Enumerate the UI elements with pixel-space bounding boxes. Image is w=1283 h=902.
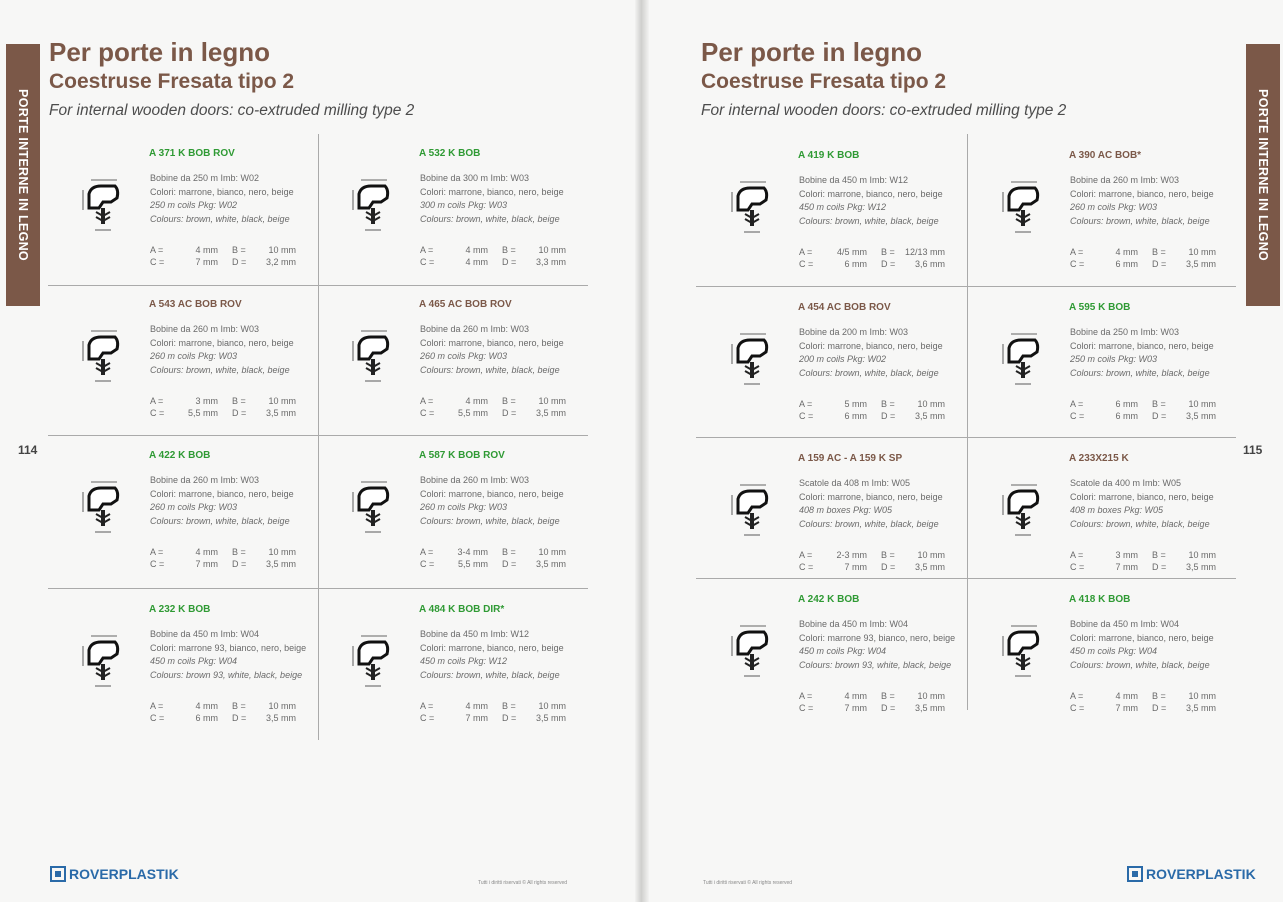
dim-d-label: D = bbox=[1152, 259, 1167, 269]
dim-a-value: 4/5 mm bbox=[836, 247, 867, 257]
packaging-en: 250 m coils Pkg: W02 bbox=[150, 200, 238, 210]
dim-b-value: 10 mm bbox=[1188, 247, 1216, 257]
dim-d-value: 3,5 mm bbox=[265, 408, 296, 418]
colors-it: Colori: marrone, bianco, nero, beige bbox=[1070, 188, 1214, 199]
dim-a-value: 4 mm bbox=[195, 547, 218, 557]
dim-b-value: 10 mm bbox=[268, 701, 296, 711]
dim-d-label: D = bbox=[1152, 562, 1167, 572]
dim-c-label: C = bbox=[150, 408, 165, 418]
product-info bbox=[420, 323, 564, 377]
dim-b-label: B = bbox=[881, 691, 895, 701]
colors-it: Colori: marrone, bianco, nero, beige bbox=[1070, 632, 1214, 643]
dim-c-value: 5,5 mm bbox=[187, 408, 218, 418]
dim-b-value: 10 mm bbox=[917, 691, 945, 701]
profile-drawing-icon bbox=[69, 474, 139, 544]
dim-a-value: 3 mm bbox=[1115, 550, 1138, 560]
section-tab-label: PORTE INTERNE IN LEGNO bbox=[16, 89, 30, 261]
dim-b-label: B = bbox=[881, 550, 895, 560]
dim-d-label: D = bbox=[502, 408, 517, 418]
colors-en: Colours: brown, white, black, beige bbox=[150, 213, 290, 224]
product-code: A 543 AC BOB ROV bbox=[149, 299, 242, 310]
dim-a-label: A = bbox=[1070, 399, 1084, 409]
dim-d-label: D = bbox=[232, 257, 247, 267]
profile-drawing-icon bbox=[718, 477, 788, 547]
dimensions bbox=[420, 700, 566, 724]
dim-a-label: A = bbox=[799, 399, 813, 409]
product-info bbox=[1070, 174, 1214, 228]
dim-c-value: 7 mm bbox=[195, 257, 218, 267]
dim-c-value: 6 mm bbox=[1115, 259, 1138, 269]
packaging-it: Bobine da 260 m Imb: W03 bbox=[420, 475, 530, 485]
packaging-en: 260 m coils Pkg: W03 bbox=[150, 502, 238, 512]
dimensions bbox=[150, 546, 296, 570]
dim-a-label: A = bbox=[420, 701, 434, 711]
packaging-it: Scatole da 400 m Imb: W05 bbox=[1070, 478, 1182, 488]
profile-drawing-icon bbox=[718, 618, 788, 688]
book-spine bbox=[635, 0, 649, 902]
roverplastik-logo bbox=[50, 866, 179, 882]
product-code: A 532 K BOB bbox=[419, 148, 481, 159]
dim-a-label: A = bbox=[420, 245, 434, 255]
dimensions bbox=[1070, 246, 1216, 270]
dim-b-value: 10 mm bbox=[917, 399, 945, 409]
dim-c-value: 5,5 mm bbox=[457, 408, 488, 418]
product-info bbox=[799, 326, 943, 380]
dim-b-label: B = bbox=[502, 245, 516, 255]
dim-a-label: A = bbox=[799, 691, 813, 701]
dim-a-value: 4 mm bbox=[195, 701, 218, 711]
packaging-it: Bobine da 450 m Imb: W04 bbox=[150, 629, 260, 639]
dim-c-label: C = bbox=[420, 257, 435, 267]
dim-b-value: 12/13 mm bbox=[905, 247, 946, 257]
colors-en: Colours: brown 93, white, black, beige bbox=[150, 669, 303, 680]
product-info bbox=[150, 172, 294, 226]
profile-drawing-icon bbox=[339, 172, 409, 242]
profile-drawing-icon bbox=[339, 628, 409, 698]
dimensions bbox=[799, 246, 945, 270]
dim-d-label: D = bbox=[1152, 411, 1167, 421]
dim-b-value: 10 mm bbox=[538, 547, 566, 557]
packaging-en: 408 m boxes Pkg: W05 bbox=[1070, 505, 1164, 515]
dim-b-label: B = bbox=[1152, 247, 1166, 257]
dim-d-value: 3,5 mm bbox=[535, 559, 566, 569]
dim-d-value: 3,5 mm bbox=[1185, 259, 1216, 269]
dim-c-label: C = bbox=[1070, 562, 1085, 572]
colors-it: Colori: marrone, bianco, nero, beige bbox=[799, 491, 943, 502]
profile-drawing-icon bbox=[989, 174, 1059, 244]
colors-en: Colours: brown 93, white, black, beige bbox=[799, 659, 952, 670]
packaging-en: 450 m coils Pkg: W12 bbox=[420, 656, 508, 666]
dim-c-label: C = bbox=[799, 411, 814, 421]
packaging-it: Bobine da 450 m Imb: W12 bbox=[799, 175, 909, 185]
logo-icon bbox=[50, 866, 66, 882]
dim-d-value: 3,6 mm bbox=[914, 259, 945, 269]
dimensions bbox=[1070, 549, 1216, 573]
page-title-block bbox=[49, 38, 414, 120]
product-info bbox=[799, 477, 943, 531]
product-info bbox=[799, 174, 943, 228]
dim-d-label: D = bbox=[232, 408, 247, 418]
dim-a-label: A = bbox=[420, 396, 434, 406]
dim-d-label: D = bbox=[1152, 703, 1167, 713]
product-card bbox=[319, 285, 589, 435]
product-card bbox=[49, 134, 319, 284]
dim-d-value: 3,5 mm bbox=[535, 713, 566, 723]
page-subtitle: Coestruse Fresata tipo 2 bbox=[701, 69, 947, 93]
colors-it: Colori: marrone, bianco, nero, beige bbox=[420, 488, 564, 499]
dim-d-label: D = bbox=[881, 703, 896, 713]
copyright-note: Tutti i diritti riservati © All rights reserved bbox=[703, 880, 793, 886]
product-card bbox=[319, 590, 589, 740]
dim-d-value: 3,5 mm bbox=[265, 559, 296, 569]
dim-d-label: D = bbox=[881, 259, 896, 269]
product-code: A 242 K BOB bbox=[798, 594, 860, 605]
dimensions bbox=[799, 549, 945, 573]
packaging-it: Bobine da 200 m Imb: W03 bbox=[799, 327, 909, 337]
profile-drawing-icon bbox=[989, 326, 1059, 396]
packaging-it: Bobine da 260 m Imb: W03 bbox=[420, 324, 530, 334]
dim-b-label: B = bbox=[1152, 691, 1166, 701]
packaging-it: Bobine da 260 m Imb: W03 bbox=[1070, 175, 1180, 185]
dim-a-value: 4 mm bbox=[465, 245, 488, 255]
dim-a-label: A = bbox=[150, 396, 164, 406]
packaging-en: 408 m boxes Pkg: W05 bbox=[799, 505, 893, 515]
dim-d-label: D = bbox=[232, 713, 247, 723]
profile-drawing-icon bbox=[989, 618, 1059, 688]
dim-a-label: A = bbox=[420, 547, 434, 557]
product-code: A 371 K BOB ROV bbox=[149, 148, 235, 159]
page-subtitle: Coestruse Fresata tipo 2 bbox=[49, 69, 295, 93]
page-title-block bbox=[701, 38, 1066, 120]
product-card bbox=[319, 134, 589, 284]
dim-b-label: B = bbox=[881, 247, 895, 257]
dim-a-label: A = bbox=[799, 247, 813, 257]
product-info bbox=[1070, 477, 1214, 531]
product-card bbox=[698, 439, 968, 589]
product-card bbox=[969, 580, 1239, 730]
colors-it: Colori: marrone, bianco, nero, beige bbox=[799, 340, 943, 351]
page-subtitle-en: For internal wooden doors: co-extruded milling type 2 bbox=[49, 102, 415, 120]
dim-b-label: B = bbox=[1152, 399, 1166, 409]
dim-b-label: B = bbox=[881, 399, 895, 409]
grid-divider bbox=[696, 286, 1236, 287]
dimensions bbox=[150, 700, 296, 724]
dim-a-label: A = bbox=[150, 547, 164, 557]
packaging-it: Bobine da 300 m Imb: W03 bbox=[420, 173, 530, 183]
packaging-en: 450 m coils Pkg: W04 bbox=[799, 646, 887, 656]
dim-c-label: C = bbox=[1070, 259, 1085, 269]
colors-en: Colours: brown, white, black, beige bbox=[150, 364, 290, 375]
dim-d-label: D = bbox=[232, 559, 247, 569]
dim-b-value: 10 mm bbox=[538, 396, 566, 406]
product-code: A 587 K BOB ROV bbox=[419, 450, 505, 461]
product-code: A 232 K BOB bbox=[149, 604, 211, 615]
right-page bbox=[643, 0, 1283, 902]
dim-c-label: C = bbox=[799, 562, 814, 572]
dim-c-label: C = bbox=[420, 713, 435, 723]
packaging-it: Bobine da 250 m Imb: W03 bbox=[1070, 327, 1180, 337]
dim-a-value: 3 mm bbox=[195, 396, 218, 406]
dim-d-label: D = bbox=[881, 562, 896, 572]
profile-drawing-icon bbox=[69, 172, 139, 242]
product-code: A 419 K BOB bbox=[798, 150, 860, 161]
colors-en: Colours: brown, white, black, beige bbox=[150, 515, 290, 526]
dim-c-label: C = bbox=[1070, 703, 1085, 713]
product-code: A 484 K BOB DIR* bbox=[419, 604, 505, 615]
packaging-en: 260 m coils Pkg: W03 bbox=[150, 351, 238, 361]
colors-it: Colori: marrone 93, bianco, nero, beige bbox=[799, 632, 956, 643]
dim-b-value: 10 mm bbox=[1188, 691, 1216, 701]
dim-a-label: A = bbox=[799, 550, 813, 560]
dim-a-value: 3-4 mm bbox=[457, 547, 488, 557]
dim-b-label: B = bbox=[232, 547, 246, 557]
dim-c-value: 7 mm bbox=[844, 703, 867, 713]
dimensions bbox=[799, 398, 945, 422]
dim-b-value: 10 mm bbox=[917, 550, 945, 560]
packaging-it: Bobine da 450 m Imb: W04 bbox=[799, 619, 909, 629]
dim-a-value: 4 mm bbox=[465, 396, 488, 406]
dim-c-value: 7 mm bbox=[1115, 703, 1138, 713]
colors-it: Colori: marrone, bianco, nero, beige bbox=[150, 186, 294, 197]
dim-b-value: 10 mm bbox=[268, 547, 296, 557]
page-title: Per porte in legno bbox=[701, 37, 923, 67]
product-card bbox=[698, 136, 968, 286]
product-card bbox=[49, 285, 319, 435]
colors-en: Colours: brown, white, black, beige bbox=[420, 213, 560, 224]
packaging-it: Bobine da 260 m Imb: W03 bbox=[150, 324, 260, 334]
product-code: A 233X215 K bbox=[1069, 453, 1129, 464]
dim-c-value: 5,5 mm bbox=[457, 559, 488, 569]
dimensions bbox=[1070, 690, 1216, 714]
packaging-en: 200 m coils Pkg: W02 bbox=[799, 354, 887, 364]
colors-en: Colours: brown, white, black, beige bbox=[1070, 367, 1210, 378]
dim-b-label: B = bbox=[232, 245, 246, 255]
page-number: 114 bbox=[18, 443, 38, 457]
packaging-en: 450 m coils Pkg: W04 bbox=[150, 656, 238, 666]
dim-a-label: A = bbox=[150, 701, 164, 711]
colors-en: Colours: brown, white, black, beige bbox=[420, 669, 560, 680]
colors-en: Colours: brown, white, black, beige bbox=[799, 215, 939, 226]
colors-en: Colours: brown, white, black, beige bbox=[1070, 518, 1210, 529]
dim-d-value: 3,5 mm bbox=[535, 408, 566, 418]
colors-it: Colori: marrone, bianco, nero, beige bbox=[150, 488, 294, 499]
dim-b-label: B = bbox=[502, 547, 516, 557]
dim-c-value: 6 mm bbox=[1115, 411, 1138, 421]
dim-d-label: D = bbox=[502, 713, 517, 723]
packaging-it: Scatole da 408 m Imb: W05 bbox=[799, 478, 911, 488]
logo-icon bbox=[1127, 866, 1143, 882]
dim-c-label: C = bbox=[150, 713, 165, 723]
packaging-it: Bobine da 250 m Imb: W02 bbox=[150, 173, 260, 183]
colors-it: Colori: marrone, bianco, nero, beige bbox=[799, 188, 943, 199]
profile-drawing-icon bbox=[69, 323, 139, 393]
dim-b-label: B = bbox=[502, 701, 516, 711]
dim-d-label: D = bbox=[502, 257, 517, 267]
profile-drawing-icon bbox=[718, 326, 788, 396]
dim-d-value: 3,5 mm bbox=[914, 562, 945, 572]
packaging-en: 300 m coils Pkg: W03 bbox=[420, 200, 508, 210]
dim-d-value: 3,5 mm bbox=[914, 703, 945, 713]
dim-a-label: A = bbox=[1070, 691, 1084, 701]
colors-it: Colori: marrone, bianco, nero, beige bbox=[420, 642, 564, 653]
dim-b-value: 10 mm bbox=[538, 701, 566, 711]
profile-drawing-icon bbox=[69, 628, 139, 698]
dim-c-value: 6 mm bbox=[844, 259, 867, 269]
page-title: Per porte in legno bbox=[49, 37, 271, 67]
colors-en: Colours: brown, white, black, beige bbox=[420, 364, 560, 375]
profile-drawing-icon bbox=[989, 477, 1059, 547]
colors-it: Colori: marrone 93, bianco, nero, beige bbox=[150, 642, 307, 653]
dim-c-value: 7 mm bbox=[465, 713, 488, 723]
colors-en: Colours: brown, white, black, beige bbox=[799, 367, 939, 378]
dim-c-value: 6 mm bbox=[844, 411, 867, 421]
dimensions bbox=[150, 395, 296, 419]
packaging-it: Bobine da 260 m Imb: W03 bbox=[150, 475, 260, 485]
product-card bbox=[969, 288, 1239, 438]
dim-b-label: B = bbox=[502, 396, 516, 406]
product-card bbox=[698, 580, 968, 730]
product-card bbox=[698, 288, 968, 438]
grid-divider bbox=[48, 588, 588, 589]
dim-d-value: 3,5 mm bbox=[265, 713, 296, 723]
product-info bbox=[1070, 618, 1214, 672]
product-info bbox=[799, 618, 955, 672]
product-info bbox=[420, 172, 564, 226]
dim-a-value: 4 mm bbox=[1115, 691, 1138, 701]
dim-c-label: C = bbox=[1070, 411, 1085, 421]
colors-en: Colours: brown, white, black, beige bbox=[799, 518, 939, 529]
dim-d-value: 3,2 mm bbox=[265, 257, 296, 267]
profile-drawing-icon bbox=[339, 323, 409, 393]
product-info bbox=[150, 474, 294, 528]
colors-en: Colours: brown, white, black, beige bbox=[1070, 215, 1210, 226]
product-code: A 595 K BOB bbox=[1069, 302, 1131, 313]
dim-c-label: C = bbox=[799, 259, 814, 269]
roverplastik-logo bbox=[1127, 866, 1256, 882]
dim-c-value: 7 mm bbox=[844, 562, 867, 572]
dim-c-label: C = bbox=[420, 559, 435, 569]
product-info bbox=[420, 474, 564, 528]
product-info bbox=[150, 628, 306, 682]
product-code: A 465 AC BOB ROV bbox=[419, 299, 512, 310]
dimensions bbox=[799, 690, 945, 714]
dim-a-value: 4 mm bbox=[465, 701, 488, 711]
product-info bbox=[150, 323, 294, 377]
dim-c-label: C = bbox=[150, 559, 165, 569]
dim-d-value: 3,5 mm bbox=[1185, 411, 1216, 421]
dim-c-label: C = bbox=[799, 703, 814, 713]
dim-a-value: 4 mm bbox=[195, 245, 218, 255]
product-card bbox=[49, 590, 319, 740]
dim-b-value: 10 mm bbox=[268, 245, 296, 255]
profile-drawing-icon bbox=[339, 474, 409, 544]
dim-a-value: 4 mm bbox=[844, 691, 867, 701]
logo-text: ROVERPLASTIK bbox=[69, 866, 179, 882]
colors-it: Colori: marrone, bianco, nero, beige bbox=[420, 186, 564, 197]
packaging-it: Bobine da 450 m Imb: W04 bbox=[1070, 619, 1180, 629]
dimensions bbox=[1070, 398, 1216, 422]
product-card bbox=[319, 436, 589, 586]
packaging-en: 450 m coils Pkg: W04 bbox=[1070, 646, 1158, 656]
dim-d-label: D = bbox=[502, 559, 517, 569]
product-code: A 418 K BOB bbox=[1069, 594, 1131, 605]
product-code: A 454 AC BOB ROV bbox=[798, 302, 891, 313]
product-card bbox=[49, 436, 319, 586]
dim-a-value: 5 mm bbox=[844, 399, 867, 409]
dim-d-value: 3,5 mm bbox=[1185, 562, 1216, 572]
dimensions bbox=[420, 546, 566, 570]
dim-b-label: B = bbox=[232, 701, 246, 711]
packaging-en: 250 m coils Pkg: W03 bbox=[1070, 354, 1158, 364]
dim-c-label: C = bbox=[150, 257, 165, 267]
dim-c-value: 7 mm bbox=[1115, 562, 1138, 572]
colors-it: Colori: marrone, bianco, nero, beige bbox=[1070, 340, 1214, 351]
dim-c-value: 7 mm bbox=[195, 559, 218, 569]
product-info bbox=[420, 628, 564, 682]
packaging-it: Bobine da 450 m Imb: W12 bbox=[420, 629, 530, 639]
product-code: A 422 K BOB bbox=[149, 450, 211, 461]
colors-en: Colours: brown, white, black, beige bbox=[1070, 659, 1210, 670]
dim-b-value: 10 mm bbox=[538, 245, 566, 255]
dim-b-value: 10 mm bbox=[1188, 550, 1216, 560]
dim-a-label: A = bbox=[1070, 247, 1084, 257]
dim-d-value: 3,5 mm bbox=[914, 411, 945, 421]
dim-c-value: 4 mm bbox=[465, 257, 488, 267]
section-tab-label: PORTE INTERNE IN LEGNO bbox=[1256, 89, 1270, 261]
dimensions bbox=[150, 244, 296, 268]
dim-a-value: 6 mm bbox=[1115, 399, 1138, 409]
dim-c-label: C = bbox=[420, 408, 435, 418]
dim-b-value: 10 mm bbox=[268, 396, 296, 406]
packaging-en: 260 m coils Pkg: W03 bbox=[420, 351, 508, 361]
colors-en: Colours: brown, white, black, beige bbox=[420, 515, 560, 526]
dim-b-label: B = bbox=[232, 396, 246, 406]
dimensions bbox=[420, 244, 566, 268]
packaging-en: 260 m coils Pkg: W03 bbox=[420, 502, 508, 512]
packaging-en: 450 m coils Pkg: W12 bbox=[799, 202, 887, 212]
dim-a-label: A = bbox=[150, 245, 164, 255]
product-card bbox=[969, 439, 1239, 589]
dim-c-value: 6 mm bbox=[195, 713, 218, 723]
dim-b-label: B = bbox=[1152, 550, 1166, 560]
packaging-en: 260 m coils Pkg: W03 bbox=[1070, 202, 1158, 212]
dim-a-label: A = bbox=[1070, 550, 1084, 560]
section-tab bbox=[1246, 44, 1280, 306]
product-code: A 159 AC - A 159 K SP bbox=[798, 453, 903, 464]
page-subtitle-en: For internal wooden doors: co-extruded milling type 2 bbox=[701, 102, 1067, 120]
section-tab bbox=[6, 44, 40, 306]
page-number: 115 bbox=[1243, 443, 1263, 457]
colors-it: Colori: marrone, bianco, nero, beige bbox=[1070, 491, 1214, 502]
dimensions bbox=[420, 395, 566, 419]
product-info bbox=[1070, 326, 1214, 380]
profile-drawing-icon bbox=[718, 174, 788, 244]
dim-d-value: 3,3 mm bbox=[535, 257, 566, 267]
colors-it: Colori: marrone, bianco, nero, beige bbox=[420, 337, 564, 348]
dim-d-value: 3,5 mm bbox=[1185, 703, 1216, 713]
dim-a-value: 2-3 mm bbox=[836, 550, 867, 560]
dim-a-value: 4 mm bbox=[1115, 247, 1138, 257]
product-card bbox=[969, 136, 1239, 286]
product-code: A 390 AC BOB* bbox=[1069, 150, 1142, 161]
colors-it: Colori: marrone, bianco, nero, beige bbox=[150, 337, 294, 348]
logo-text: ROVERPLASTIK bbox=[1146, 866, 1256, 882]
copyright-note: Tutti i diritti riservati © All rights reserved bbox=[478, 880, 568, 886]
dim-b-value: 10 mm bbox=[1188, 399, 1216, 409]
dim-d-label: D = bbox=[881, 411, 896, 421]
